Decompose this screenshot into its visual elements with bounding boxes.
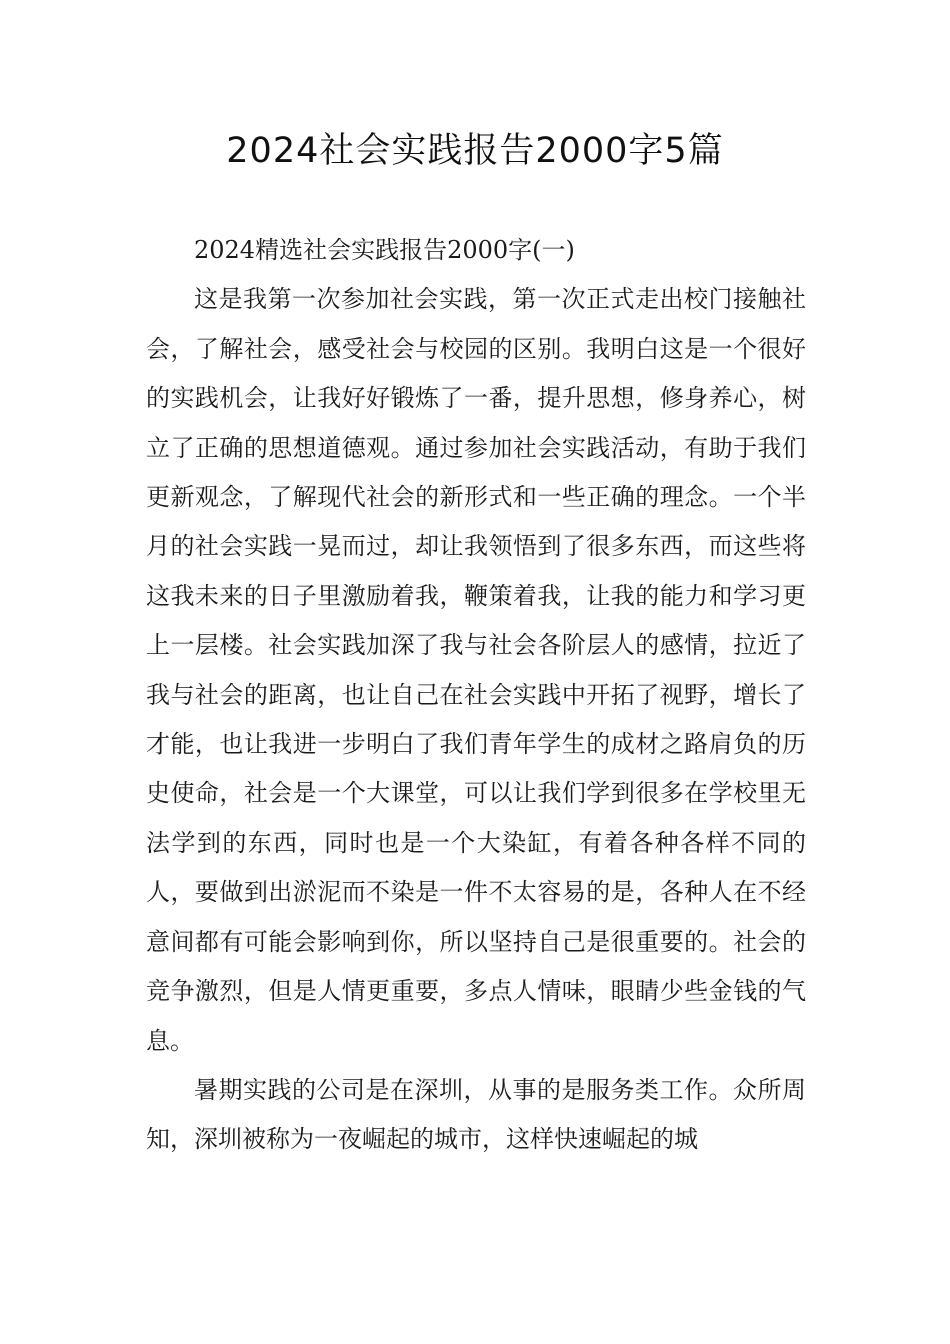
section-heading: 2024精选社会实践报告2000字(一) [194, 236, 575, 264]
paragraph-1: 这是我第一次参加社会实践，第一次正式走出校门接触社会，了解社会，感受社会与校园的区别。我明白这是一个很好的实践机会，让我好好锻炼了一番，提升思想，修身养心，树立了正确的思想道德观。通过参加社会实践活动，有助于我们更新观念，了解现代社会的新形式和一些正确的理念。一个半月的社会实践一晃而过，却让我领悟到了很多东西，而这些将这我未来的日子里激励着我，鞭策着我，让我的能力和学习更上一层楼。社会实践加深了我与社会各阶层人的感情，拉近了我与社会的距离，也让自己在社会实践中开拓了视野，增长了才能，也让我进一步明白了我们青年学生的成材之路肩负的历史使命，社会是一个大课堂，可以让我们学到很多在学校里无法学到的东西，同时也是一个大染缸，有着各种各样不同的人，要做到出淤泥而不染是一件不太容易的是，各种人在不经意间都有可能会影响到你，所以坚持自己是很重要的。社会的竞争激烈，但是人情更重要，多点人情味，眼睛少些金钱的气息。 [146, 285, 806, 1055]
paragraph-2: 暑期实践的公司是在深圳，从事的是服务类工作。众所周知，深圳被称为一夜崛起的城市，这样快速崛起的城 [146, 1075, 806, 1154]
document-body [146, 226, 806, 1165]
document-title: 2024社会实践报告2000字5篇 [226, 131, 724, 171]
